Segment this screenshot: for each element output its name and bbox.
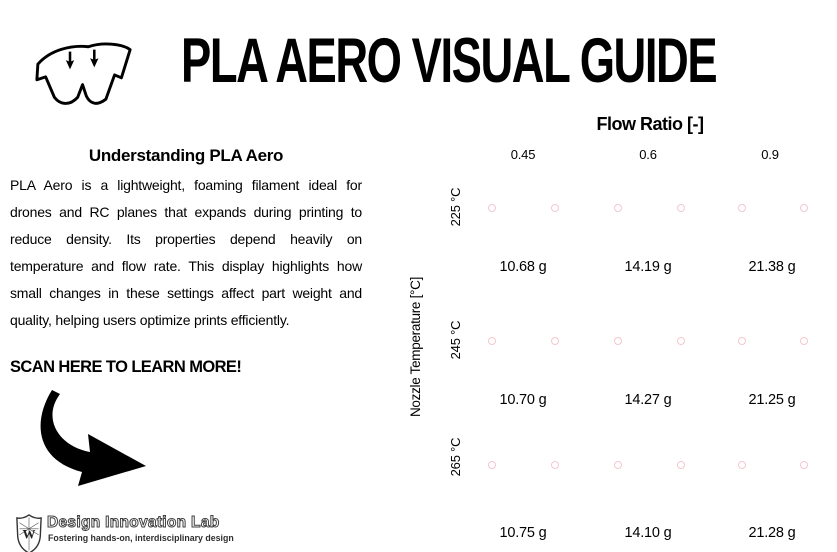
scan-cta-label: SCAN HERE TO LEARN MORE! xyxy=(10,357,242,376)
mount-hole-marker xyxy=(677,337,685,345)
flow-ratio-axis-label: Flow Ratio [-] xyxy=(596,114,704,134)
motion-w-logo xyxy=(33,38,135,106)
mount-hole-marker xyxy=(551,204,559,212)
footer-tagline: Fostering hands-on, interdisciplinary design xyxy=(48,533,234,543)
mount-hole-marker xyxy=(738,204,746,212)
mount-hole-marker xyxy=(614,461,622,469)
weight-value: 10.68 g xyxy=(499,259,547,275)
temp-row-label-245: 245 °C xyxy=(448,320,463,360)
curved-arrow-icon xyxy=(28,390,152,494)
mount-hole-marker xyxy=(738,337,746,345)
flow-col-label-06: 0.6 xyxy=(639,147,657,162)
weight-value: 14.10 g xyxy=(624,525,672,541)
weight-value: 21.28 g xyxy=(748,525,796,541)
mount-hole-marker xyxy=(551,337,559,345)
mount-hole-marker xyxy=(614,337,622,345)
weight-value: 14.27 g xyxy=(624,392,672,408)
weight-value: 10.70 g xyxy=(499,392,547,408)
temp-row-label-265: 265 °C xyxy=(448,437,463,477)
page-title: PLA AERO VISUAL GUIDE xyxy=(181,26,717,96)
mount-hole-marker xyxy=(488,337,496,345)
mount-hole-marker xyxy=(488,204,496,212)
flow-col-label-045: 0.45 xyxy=(510,147,536,162)
weight-value: 21.25 g xyxy=(748,392,796,408)
dil-crest-logo xyxy=(16,513,42,552)
mount-hole-marker xyxy=(738,461,746,469)
mount-hole-marker xyxy=(614,204,622,212)
mount-hole-marker xyxy=(800,461,808,469)
mount-hole-marker xyxy=(800,204,808,212)
about-section xyxy=(10,146,362,334)
mount-hole-marker xyxy=(677,461,685,469)
about-heading: Understanding PLA Aero xyxy=(88,146,284,165)
svg-text:W: W xyxy=(22,526,36,542)
flow-col-label-09: 0.9 xyxy=(761,147,779,162)
footer-org-name: Design Innovation Lab xyxy=(47,514,220,531)
weight-value: 21.38 g xyxy=(748,259,796,275)
mount-hole-marker xyxy=(551,461,559,469)
about-body: PLA Aero is a lightweight, foaming filament ideal for drones and RC planes that expands during printing to reduce density. Its properties depend heavily on temperature and flow rate. This display highlights how small changes in these settings affect part weight and quality, helping users optimize prints efficiently. xyxy=(10,177,362,328)
nozzle-temp-axis-label: Nozzle Temperature [°C] xyxy=(408,276,423,418)
mount-hole-marker xyxy=(488,461,496,469)
temp-row-label-225: 225 °C xyxy=(448,187,463,227)
weight-value: 10.75 g xyxy=(499,525,547,541)
mount-hole-marker xyxy=(800,337,808,345)
mount-hole-marker xyxy=(677,204,685,212)
weight-value: 14.19 g xyxy=(624,259,672,275)
